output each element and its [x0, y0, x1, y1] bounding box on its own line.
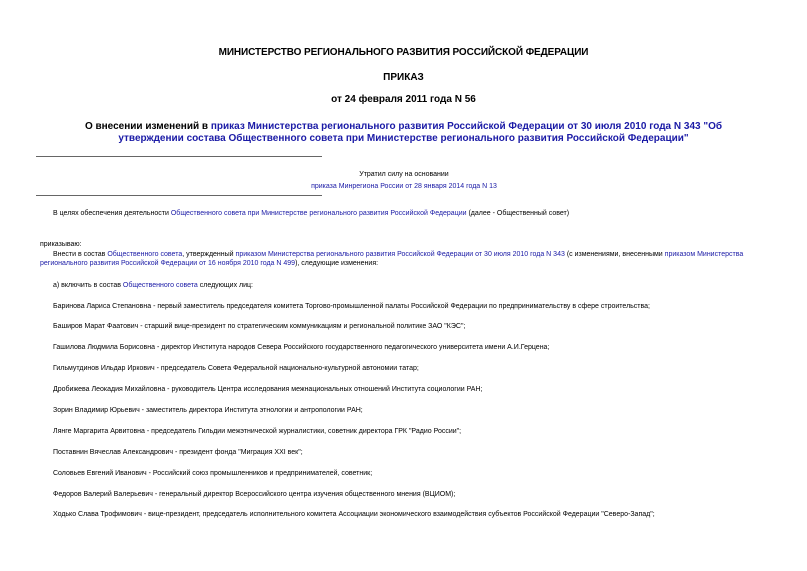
item-a-prefix: а) включить в состав [53, 282, 123, 289]
list-item: Лянге Маргарита Арвитовна - председатель Гильдии межэтнической журналистики, советник директора ГРК "Радио России"; [53, 428, 462, 435]
ministry-heading: МИНИСТЕРСТВО РЕГИОНАЛЬНОГО РАЗВИТИЯ РОССИЙСКОЙ ФЕДЕРАЦИИ [218, 47, 589, 58]
title-amended-order-link[interactable]: приказ Министерства регионального развития Российской Федерации от 30 июля 2010 года N 343 "Об утверждении состава Общественного совета при Министерстве регионального развития Российской Федерации" [118, 121, 723, 144]
list-item: Ходько Слава Трофимович - вице-президент, председатель исполнительного комитета Ассоциации экономического взаимодействия субъектов Российской Федерации "Северо-Запад"; [53, 511, 655, 518]
main-order-499-link[interactable]: приказом Министерства регионального развития Российской Федерации от 16 ноября 2010 года N 499 [40, 251, 744, 267]
list-item: Баширов Марат Фаатович - старший вице-президент по стратегическим коммуникациям и региональной политике ЗАО "КЭС"; [53, 323, 466, 330]
list-item: Зорин Владимир Юрьевич - заместитель директора Института этнологии и антропологии РАН; [53, 407, 363, 414]
doc-type-heading: ПРИКАЗ [383, 72, 424, 83]
item-a-suffix: следующих лиц: [197, 282, 253, 289]
main-paragraph [40, 250, 770, 268]
list-item: Поставнин Вячеслав Александрович - президент фонда "Миграция XXI век"; [53, 449, 303, 456]
list-item: Гашилова Людмила Борисовна - директор Института народов Севера Российского государственного педагогического университета имени А.И.Герцена; [53, 344, 550, 351]
doc-date-number: от 24 февраля 2011 года N 56 [331, 94, 476, 105]
list-item: Федоров Валерий Валерьевич - генеральный директор Всероссийского центра изучения общественного мнения (ВЦИОМ); [53, 491, 456, 498]
council-link[interactable]: Общественного совета при Министерстве регионального развития Российской Федерации [170, 210, 467, 217]
repeal-notice [300, 169, 508, 193]
repeal-order-link[interactable]: приказа Минрегиона России от 28 января 2014 года N 13 [311, 183, 497, 190]
list-item: Дробижева Леокадия Михайловна - руководитель Центра исследования межнациональных отношений Института социологии РАН; [53, 386, 483, 393]
main-order-343-link[interactable]: приказом Министерства регионального развития Российской Федерации от 30 июля 2010 года N 343 [235, 251, 565, 258]
main-text-1: Внести в состав [53, 251, 108, 258]
item-a-council-link[interactable]: Общественного совета [122, 282, 198, 289]
main-text-4: ), следующие изменения: [295, 260, 379, 267]
preamble [53, 209, 569, 218]
title-prefix: О внесении изменений в [84, 121, 211, 132]
repeal-notice-text: Утратил силу на основании [359, 171, 449, 178]
main-text-2: , утвержденный [182, 251, 236, 258]
order-word: приказываю: [40, 241, 82, 248]
divider-top [36, 156, 322, 157]
list-item: Гильмутдинов Ильдар Иркович - председатель Совета Федеральной национально-культурной автономии татар; [53, 365, 419, 372]
main-council-link[interactable]: Общественного совета [107, 251, 183, 258]
list-item: Соловьев Евгений Иванович - Российский союз промышленников и предпринимателей, советник; [53, 470, 373, 477]
main-text-3: (с изменениями, внесенными [564, 251, 665, 258]
preamble-suffix: (далее - Общественный совет) [466, 210, 570, 217]
divider-bottom [36, 195, 322, 196]
document-title [60, 121, 747, 145]
preamble-prefix: В целях обеспечения деятельности [53, 210, 171, 217]
list-item: Баринова Лариса Степановна - первый заместитель председателя комитета Торгово-промышленной палаты Российской Федерации по предпринимательству в сфере строительства; [53, 303, 650, 310]
item-a [53, 281, 253, 290]
